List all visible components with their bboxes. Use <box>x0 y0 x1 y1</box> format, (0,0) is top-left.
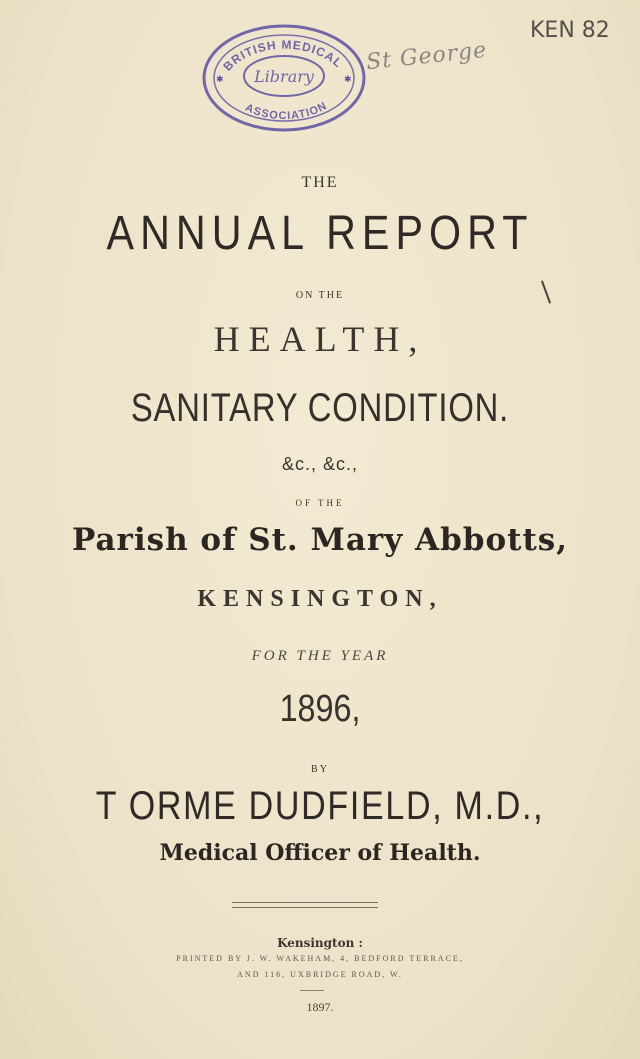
imprint-printer-line1: PRINTED BY J. W. WAKEHAM, 4, BEDFORD TERRACE, <box>176 954 464 963</box>
title-place: KENSINGTON, <box>197 586 443 612</box>
stamp-bottom-text: ASSOCIATION <box>243 99 330 123</box>
double-rule-divider <box>232 902 378 908</box>
svg-text:ASSOCIATION <box>243 100 329 122</box>
stamp-top-text: BRITISH MEDICAL <box>220 37 346 74</box>
title-etc: &c., &c., <box>281 454 359 474</box>
stamp-center-text: Library <box>254 67 314 86</box>
star-icon: ✱ <box>344 74 352 84</box>
author-role: Medical Officer of Health. <box>159 840 481 866</box>
title-health: HEALTH, <box>213 319 427 359</box>
imprint-year: 1897. <box>306 1000 334 1014</box>
title-of-the: OF THE <box>295 498 345 508</box>
imprint-place: Kensington : <box>277 936 363 950</box>
handwritten-name: St George <box>365 37 489 76</box>
title-for-the-year: FOR THE YEAR <box>251 648 389 664</box>
star-icon: ✱ <box>216 74 224 84</box>
short-rule-divider <box>300 990 324 991</box>
title-year: 1896, <box>279 688 361 730</box>
imprint-printer-line2: AND 116, UXBRIDGE ROAD, W. <box>237 970 403 979</box>
library-stamp <box>200 22 368 134</box>
title-by: BY <box>311 764 329 775</box>
shelfmark: KEN 82 <box>530 18 610 43</box>
title-the: THE <box>301 174 339 191</box>
title-parish: Parish of St. Mary Abbotts, <box>71 522 569 558</box>
author-name: T ORME DUDFIELD, M.D., <box>95 784 545 828</box>
title-annual-report: ANNUAL REPORT <box>106 207 534 260</box>
title-sanitary-condition: SANITARY CONDITION. <box>130 386 510 430</box>
title-on-the: ON THE <box>295 290 345 301</box>
